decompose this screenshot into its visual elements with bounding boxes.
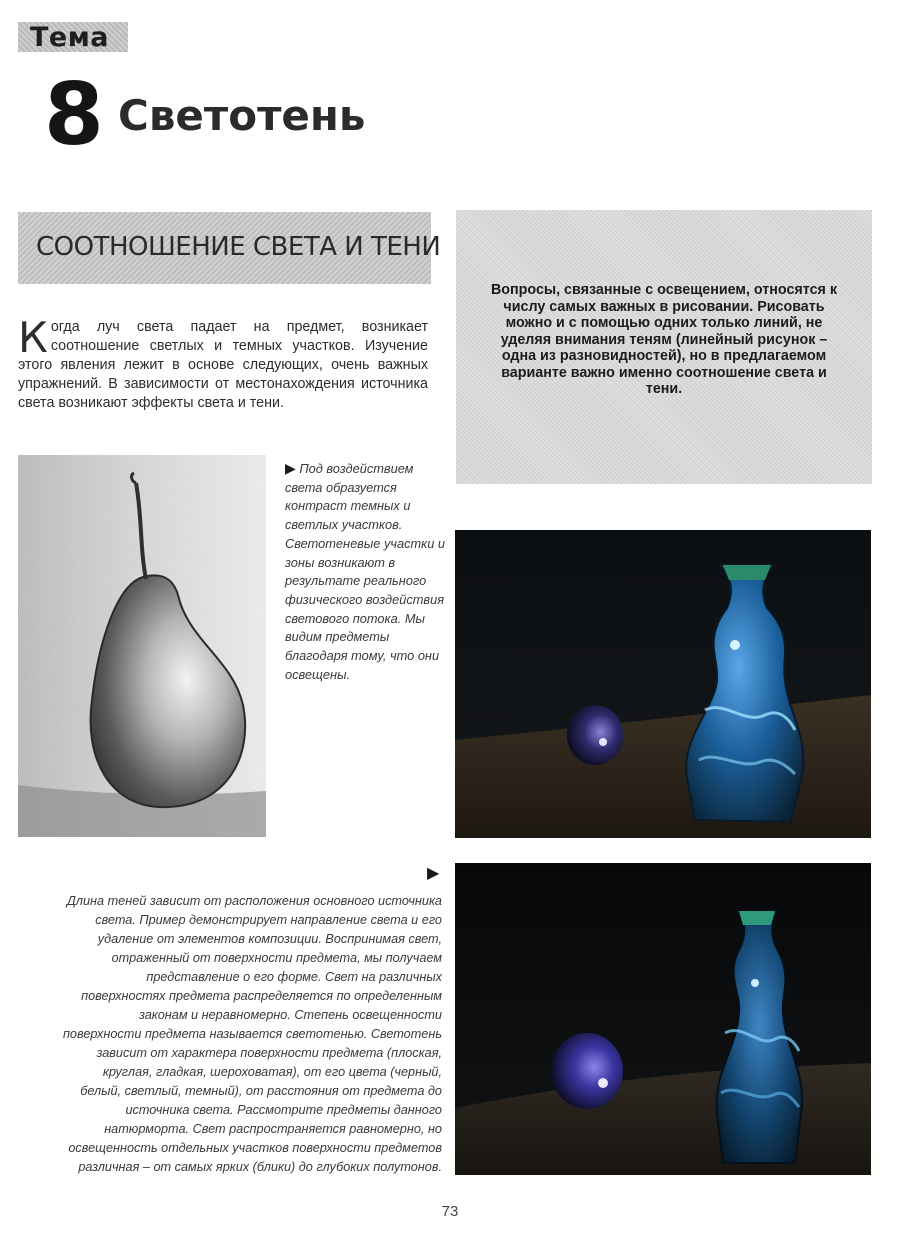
vase-photo-2	[455, 863, 871, 1175]
topic-title: Светотень	[118, 91, 366, 140]
section-title: СООТНОШЕНИЕ СВЕТА И ТЕНИ	[36, 232, 441, 262]
pear-sketch-image	[18, 455, 266, 837]
pear-caption	[285, 460, 445, 684]
vase-photo-1	[455, 530, 871, 838]
right-triangle-icon: ▶	[285, 460, 296, 476]
right-triangle-icon: ▶	[427, 865, 440, 882]
pear-caption-text: Под воздействием света образуется контраст темных и светлых участков. Светотеневые участки и зоны возникают в результате реального физического воздействия светового потока. Мы видим предметы благодаря тому, что они освещены.	[285, 461, 445, 682]
callout-text: Вопросы, связанные с освещением, относятся к числу самых важных в рисовании. Рисовать можно и с помощью одних только линий, не уделяя внимания теням (линейный рисунок – одна из разновидностей), но в предлагаемом варианте важно именно соотношение света и тени.	[490, 282, 838, 398]
callout-box	[456, 210, 872, 484]
intro-dropcap: К	[18, 313, 48, 362]
page-number: 73	[441, 1203, 459, 1220]
vase-caption: Длина теней зависит от расположения основного источника света. Пример демонстрирует направление света и его удаление от элементов композиции. Воспринимая свет, отраженный от поверхности предмета, мы получаем представление о его форме. Свет на различных поверхностях предмета распределяется по определенным законам и неравномерно. Степень освещенности поверхности предмета называется светотенью. Светотень зависит от характера поверхности предмета (плоская, круглая, гладкая, шероховатая), от его цвета (черный, белый, светлый, темный), от расстояния от предмета до источника света. Рассмотрите предметы данного натюрморта. Свет распространяется равномерно, но освещенность отдельных участков поверхности предметов различная – от самых ярких (блики) до глубоких полутонов.	[62, 894, 442, 1174]
intro-paragraph	[18, 313, 428, 413]
tema-label: Тема	[30, 22, 110, 53]
intro-text: огда луч света падает на предмет, возникает соотношение светлых и темных участков. Изучение этого явления лежит в основе следующих, очень важных упражнений. В зависимости от местонахождения источника света возникают эффекты света и тени.	[18, 319, 428, 411]
topic-number: 8	[44, 65, 104, 165]
